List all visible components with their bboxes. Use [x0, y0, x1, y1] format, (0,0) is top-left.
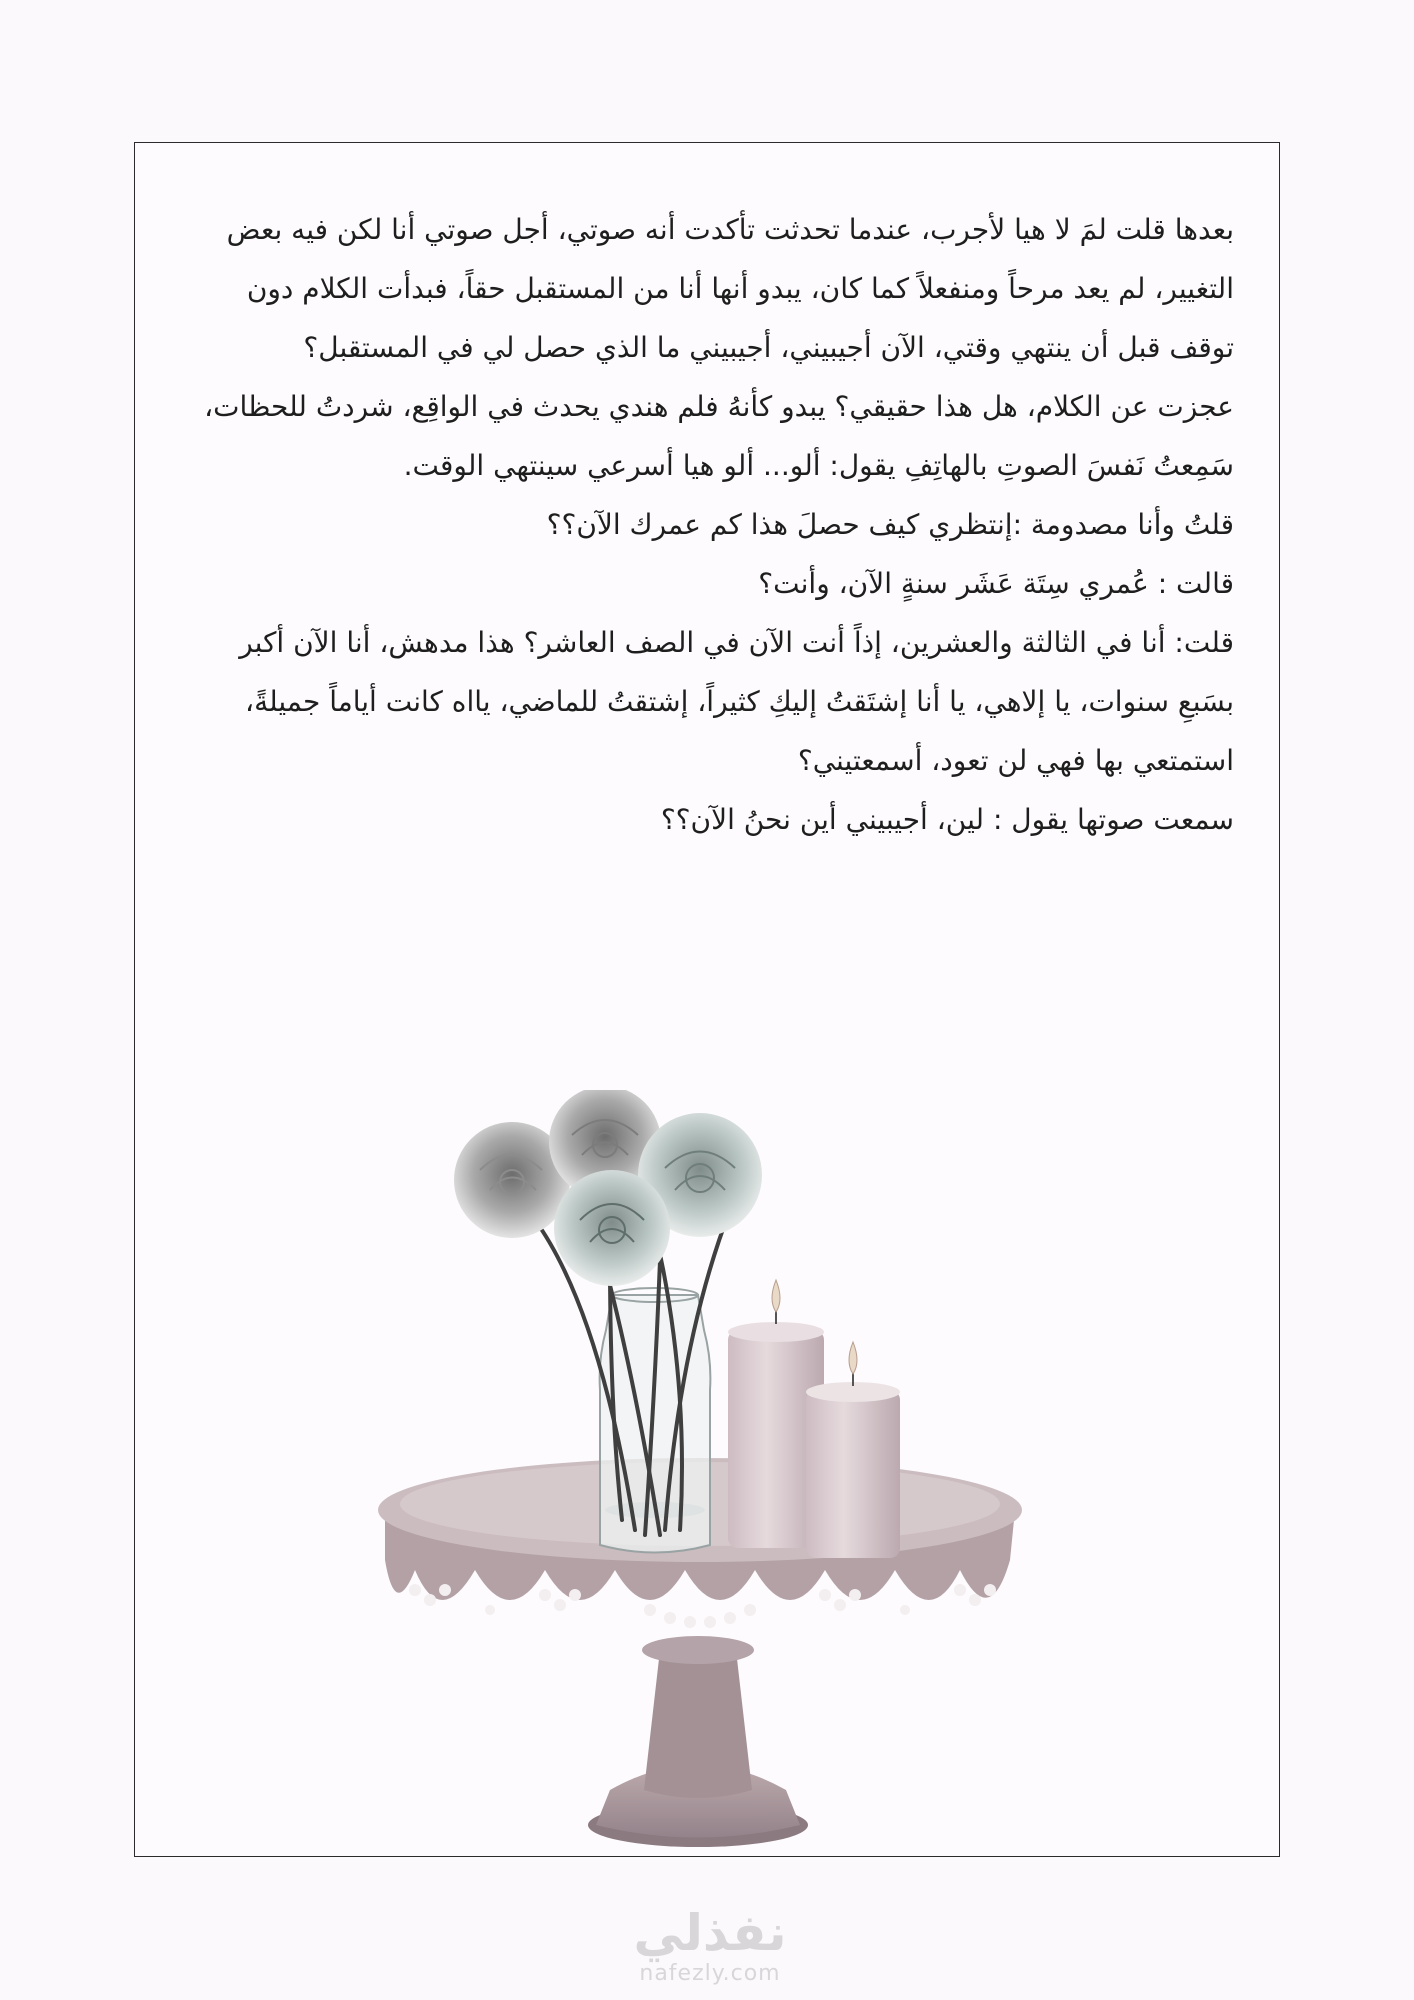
story-text	[180, 200, 1234, 849]
table-flowers-candles-illustration	[360, 1090, 1060, 1870]
watermark-logo: نفذلي	[633, 1904, 787, 1962]
paragraph-2: عجزت عن الكلام، هل هذا حقيقي؟ يبدو كأنهُ فلم هندي يحدث في الواقِع، شردتُ للحظات، سَمِعتُ نَفسَ الصوتِ بالهاتِفِ يقول: ألو... ألو هيا أسرعي سينتهي الوقت.	[204, 390, 1234, 482]
paragraph-4: قالت : عُمري سِتَة عَشَر سنةٍ الآن، وأنت؟	[758, 567, 1234, 600]
paragraph-6: سمعت صوتها يقول : لين، أجيبيني أين نحنُ الآن؟؟	[660, 803, 1234, 836]
watermark-url: nafezly.com	[639, 1961, 781, 1986]
paragraph-1: بعدها قلت لمَ لا هيا لأجرب، عندما تحدثت تأكدت أنه صوتي، أجل صوتي أنا لكن فيه بعض التغيير، لم يعد مرحاً ومنفعلاً كما كان، يبدو أنها أنا من المستقبل حقاً، فبدأت الكلام دون توقف قبل أن ينتهي وقتي، الآن أجيبيني، أجيبيني ما الذي حصل لي في المستقبل؟	[226, 213, 1234, 364]
paragraph-3: قلتُ وأنا مصدومة :إنتظري كيف حصلَ هذا كم عمرك الآن؟؟	[546, 508, 1234, 541]
paragraph-5: قلت: أنا في الثالثة والعشرين، إذاً أنت الآن في الصف العاشر؟ هذا مدهش، أنا الآن أكبر بسَبعِ سنوات، يا إلاهي، يا أنا إشتَقتُ إليكِ كثيراً، إشتقتُ للماضي، يااه كانت أياماً جميلةً، استمتعي بها فهي لن تعود، أسمعتيني؟	[239, 626, 1234, 777]
watermark	[600, 1905, 820, 1987]
